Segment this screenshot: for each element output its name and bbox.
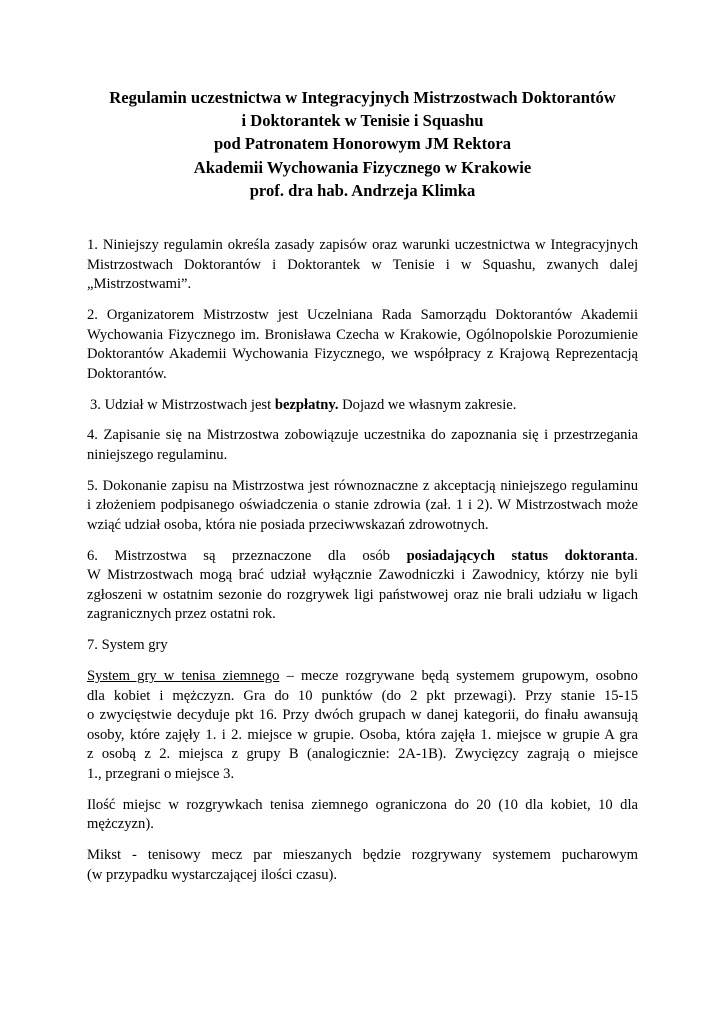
paragraph-4 xyxy=(87,426,638,465)
text-line: niniejszego regulaminu. xyxy=(87,446,228,463)
text-line: osoby, które zajęły 1. i 2. miejsce w grupie. Osoba, która zajęła 1. miejsce w grupie A gra xyxy=(87,726,638,743)
text-line: 2. Organizatorem Mistrzostw jest Uczelniana Rada Samorządu Doktorantów Akademii xyxy=(87,306,638,323)
text-line xyxy=(87,547,638,567)
text-line: Mikst - tenisowy mecz par mieszanych będzie rozgrywany systemem pucharowym xyxy=(87,847,638,864)
text-line: z osobą z 2. miejsca z grupy B (analogicznie: 2A-1B). Zwycięzcy zagrają o miejsce xyxy=(87,746,638,763)
paragraph-1 xyxy=(87,236,638,295)
text-line: Wychowania Fizycznego im. Bronisława Czecha w Krakowie, Ogólnopolskie Porozumienie xyxy=(87,326,638,343)
text-line: Doktorantów. xyxy=(87,365,167,382)
document-title xyxy=(87,86,638,202)
text-line: mężczyzn). xyxy=(87,816,154,833)
text-line: dla kobiet i mężczyzn. Gra do 10 punktów (do 2 pkt przewagi). Przy stanie 15-15 xyxy=(87,687,638,704)
text-line: Mistrzostwach Doktorantów i Doktorantek w Tenisie i w Squashu, zwanych dalej xyxy=(87,256,638,273)
text-line: zagranicznych przez ostatni rok. xyxy=(87,606,276,623)
paragraph-3 xyxy=(87,396,638,416)
text-run: . xyxy=(634,547,638,564)
text-run: Dojazd we własnym zakresie. xyxy=(338,396,517,413)
paragraph-8 xyxy=(87,667,638,785)
title-line: prof. dra hab. Andrzeja Klimka xyxy=(249,180,476,200)
document-body xyxy=(87,236,638,885)
text-line: 7. System gry xyxy=(87,637,168,654)
text-run: 3. Udział w Mistrzostwach jest xyxy=(90,396,275,413)
text-line xyxy=(87,396,638,416)
bold-text: bezpłatny. xyxy=(274,396,339,413)
text-line: 1. Niniejszy regulamin określa zasady zapisów oraz warunki uczestnictwa w Integracyjnych xyxy=(87,237,638,254)
title-line: i Doktorantek w Tenisie i Squashu xyxy=(241,111,484,131)
title-line: pod Patronatem Honorowym JM Rektora xyxy=(213,134,512,154)
text-line: i złożeniem podpisanego oświadczenia o stanie zdrowia (zał. 1 i 2). W Mistrzostwach może xyxy=(87,497,638,514)
paragraph-10 xyxy=(87,846,638,885)
text-line: „Mistrzostwami”. xyxy=(87,276,192,293)
paragraph-5 xyxy=(87,477,638,536)
text-line: Doktorantów Akademii Wychowania Fizycznego, we współpracy z Krajową Reprezentacją xyxy=(87,346,638,363)
text-line: W Mistrzostwach mogą brać udział wyłącznie Zawodniczki i Zawodnicy, którzy nie byli xyxy=(87,567,638,584)
title-line: Regulamin uczestnictwa w Integracyjnych Mistrzostwach Doktorantów xyxy=(109,88,616,107)
text-line: Ilość miejsc w rozgrywkach tenisa ziemnego ograniczona do 20 (10 dla kobiet, 10 dla xyxy=(87,796,638,813)
underlined-text: System gry w tenisa ziemnego xyxy=(87,668,280,685)
document-page xyxy=(87,86,638,897)
paragraph-6 xyxy=(87,547,638,625)
text-line: wziąć udział osoba, która nie posiada przeciwwskazań zdrowotnych. xyxy=(87,516,489,533)
text-line: o zwycięstwie decyduje pkt 16. Przy dwóch grupach w danej kategorii, do finału awansują xyxy=(87,707,638,724)
text-line: zgłoszeni w ostatnim sezonie do rozgrywek ligi państwowej oraz nie brali udziału w ligach xyxy=(87,586,638,603)
text-line: 1., przegrani o miejsce 3. xyxy=(87,765,235,782)
paragraph-2 xyxy=(87,306,638,384)
text-line: 5. Dokonanie zapisu na Mistrzostwa jest równoznaczne z akceptacją niniejszego regulaminu xyxy=(87,477,638,494)
text-line: 4. Zapisanie się na Mistrzostwa zobowiązuje uczestnika do zapoznania się i przestrzegania xyxy=(87,427,638,444)
paragraph-7 xyxy=(87,636,638,656)
paragraph-9 xyxy=(87,796,638,835)
text-run: – mecze rozgrywane będą systemem grupowym, osobno xyxy=(279,668,638,685)
bold-text: posiadających status doktoranta xyxy=(406,547,635,564)
title-line: Akademii Wychowania Fizycznego w Krakowie xyxy=(193,157,532,177)
text-run: 6. Mistrzostwa są przeznaczone dla osób xyxy=(87,547,407,564)
text-line: (w przypadku wystarczającej ilości czasu). xyxy=(87,866,338,883)
text-line xyxy=(87,667,638,687)
